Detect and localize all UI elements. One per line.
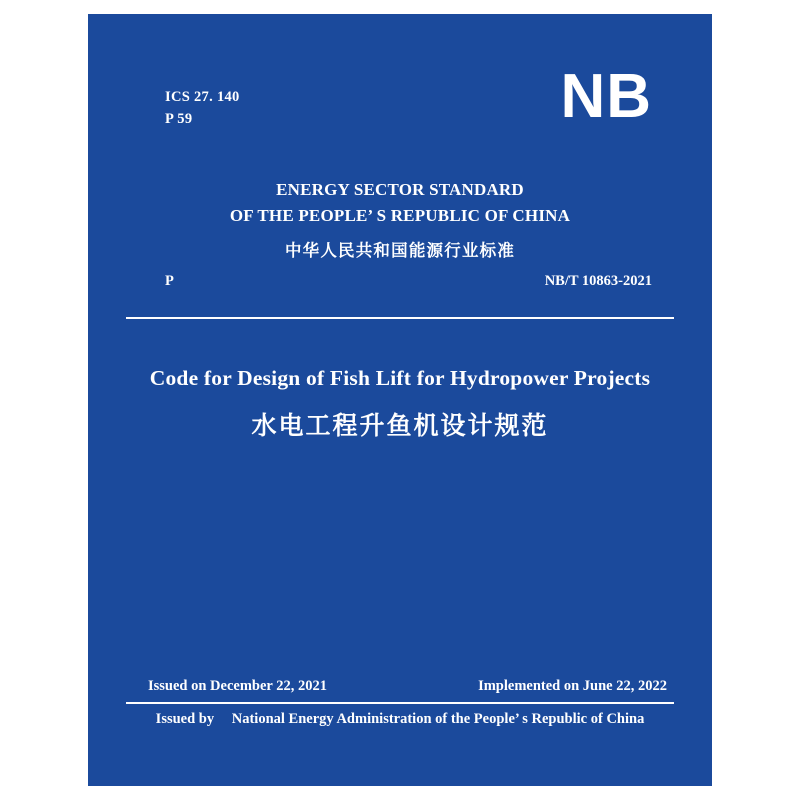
issuer-row [108,711,692,728]
ics-number: ICS 27. 140 [165,89,240,105]
standard-title-line-1: ENERGY SECTOR STANDARD [276,180,524,199]
classification-code: P 59 [165,111,193,128]
standard-title-line-2: OF THE PEOPLE’ S REPUBLIC OF CHINA [229,205,571,225]
issued-by-organization: National Energy Administration of the People’ s Republic of China [231,711,645,727]
implemented-date: Implemented on June 22, 2022 [478,678,667,694]
dates-row [148,678,667,695]
divider-top [126,317,674,319]
standard-title-chinese: 中华人民共和国能源行业标准 [284,241,516,260]
ics-block [165,86,240,131]
issued-by-label: Issued by [155,711,215,727]
issued-date: Issued on December 22, 2021 [148,678,327,694]
standard-code-row [165,273,652,290]
divider-bottom [126,702,674,704]
standard-cover [88,14,712,786]
nb-logo: NB [560,62,652,131]
document-title-chinese: 水电工程升鱼机设计规范 [251,413,549,440]
document-title-english: Code for Design of Fish Lift for Hydropower Projects [149,366,651,390]
standard-number: NB/T 10863-2021 [544,273,652,289]
standard-title-english [88,177,712,228]
category-letter: P [165,273,174,289]
